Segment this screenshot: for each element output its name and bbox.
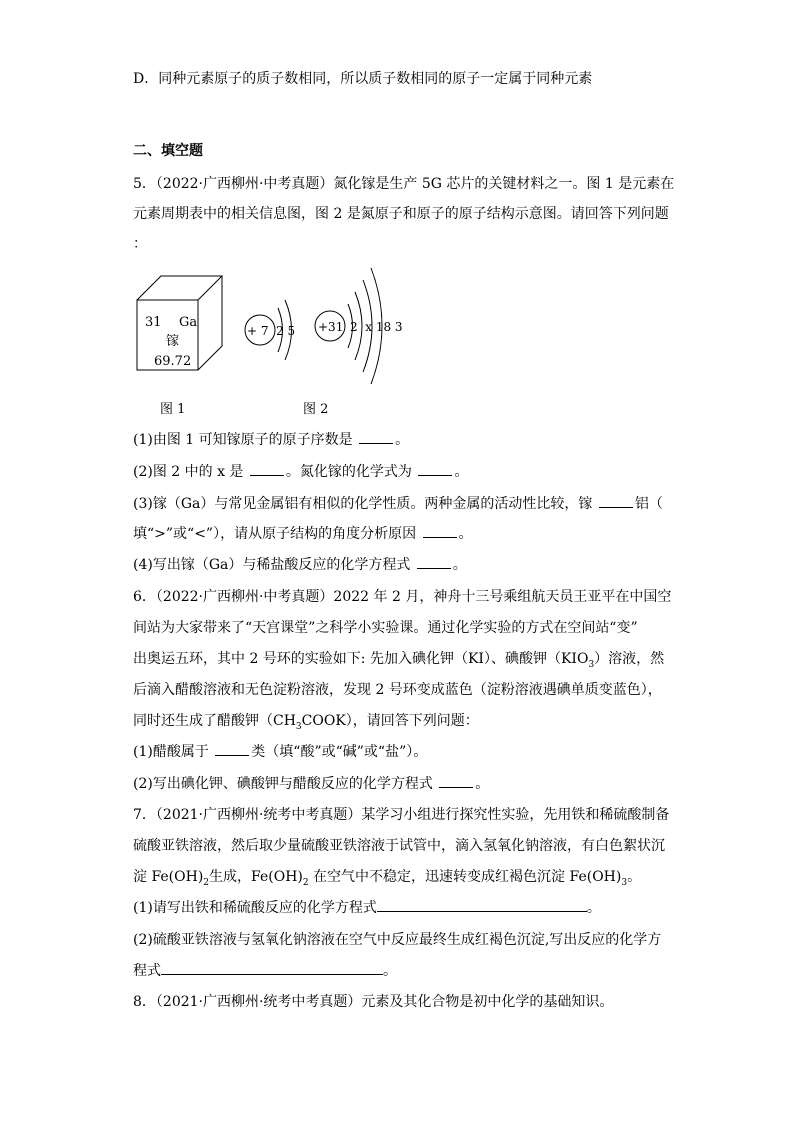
q6-line2: 间站为大家带来了“天宫课堂”之科学小实验课。通过化学实验的方式在空间站“变” (133, 620, 638, 636)
answer-blank[interactable] (599, 495, 633, 508)
q5-sub4 (133, 555, 467, 575)
q5-sub1-text: (1)由图 1 可知镓原子的原子序数是 (133, 432, 353, 448)
q6-sub1 (133, 742, 427, 762)
q6-line3 (133, 649, 664, 675)
option-d: D．同种元素原子的质子数相同，所以质子数相同的原子一定属于同种元素 (133, 71, 593, 87)
q6-line3-a: 出奥运五环，其中 2 号环的实验如下: 先加入碘化钾（KI）、碘酸钾（KIO (133, 651, 589, 667)
q5-sub4-text: (4)写出镓（Ga）与稀盐酸反应的化学方程式 (133, 557, 411, 573)
q6-sub1-end: 类（填“酸”或“碱”或“盐”）。 (251, 744, 428, 760)
q6-sub2-text: (2)写出碘化钾、碘酸钾与醋酸反应的化学方程式 (133, 776, 433, 792)
q5-line2: 元素周期表中的相关信息图，图 2 是氮原子和原子的原子结构示意图。请回答下列问题 (133, 206, 669, 222)
q5-line1: 5．（2022·广西柳州·中考真题）氮化镓是生产 5G 芯片的关键材料之一。图 1 是元素在 (133, 176, 675, 192)
cell-mass: 69.72 (154, 354, 192, 369)
q6-line5 (133, 711, 479, 737)
q7-sub1-text: (1)请写出铁和稀硫酸反应的化学方程式 (133, 900, 377, 916)
q7-sub2-end: 。 (383, 963, 397, 979)
fig2-label: 图 2 (303, 402, 329, 417)
fig1-label: 图 1 (160, 402, 186, 417)
q5-sub3-text2: 填“>”或“<”），请从原子结构的角度分析原因 (133, 526, 417, 542)
q5-sub2-mid: 。氮化镓的化学式为 (285, 464, 412, 480)
q7-sub1 (133, 898, 601, 918)
q5-sub2 (133, 462, 468, 482)
cell-symbol: Ga (179, 315, 198, 330)
q7-sub2-line2 (133, 961, 397, 981)
q5-sub2-text: (2)图 2 中的 x 是 (133, 464, 244, 480)
q7-line2: 硫酸亚铁溶液，然后取少量硫酸亚铁溶液于试管中，滴入氢氧化钠溶液，有白色絮状沉 (133, 838, 665, 854)
n-nucleus: + 7 (247, 324, 269, 338)
q7-line3-sub1: 2 (203, 877, 210, 888)
q7-line3-a: 淀 Fe(OH) (133, 869, 204, 885)
q6-sub2 (133, 774, 489, 794)
cell-name: 镓 (166, 334, 180, 349)
q6-line5-b: COOK），请回答下列问题： (301, 713, 479, 729)
q6-line1: 6．（2022·广西柳州·中考真题）2022 年 2 月，神舟十三号乘组航天员王亚平在中国空 (133, 589, 672, 605)
q5-sub4-end: 。 (452, 557, 467, 573)
q5-sub1-end: 。 (395, 432, 410, 448)
q7-sub1-end: 。 (586, 900, 601, 916)
q5-figure (133, 262, 433, 397)
q5-sub3-text: (3)镓（Ga）与常见金属铝有相似的化学性质。两种金属的活动性比较，镓 (133, 496, 593, 512)
ga-shells: 2 x 18 3 (350, 320, 403, 334)
q7-line3-sub2: 2 (302, 877, 309, 888)
q7-line3-c: 在空气中不稳定，迅速转变成红褐色沉淀 Fe(OH) (308, 869, 622, 885)
q5-sub2-end: 。 (454, 464, 469, 480)
q6-sub1-text: (1)醋酸属于 (133, 744, 209, 760)
answer-blank[interactable] (377, 899, 587, 912)
answer-blank[interactable] (439, 775, 473, 788)
answer-blank[interactable] (417, 556, 451, 569)
answer-blank[interactable] (215, 743, 249, 756)
q7-line1: 7．（2021·广西柳州·统考中考真题）某学习小组进行探究性实验，先用铁和稀硫酸制备 (133, 807, 670, 823)
nitrogen-atom-diagram (245, 300, 295, 360)
q8-line1: 8．（2021·广西柳州·统考中考真题）元素及其化合物是初中化学的基础知识。 (133, 994, 614, 1010)
q6-line5-a: 同时还生成了醋酸钾（CH (133, 713, 296, 729)
answer-blank[interactable] (423, 525, 457, 538)
q7-line3-d: 。 (627, 869, 642, 885)
q5-sub3-line1 (133, 494, 663, 514)
q6-line5-sub: 3 (295, 721, 302, 732)
gallium-atom-diagram (315, 268, 403, 384)
q5-sub3-mid: 铝（ (634, 496, 663, 512)
ga-nucleus: +31 (318, 320, 344, 334)
q7-sub2-text: 程式 (133, 963, 161, 979)
q7-line3 (133, 867, 641, 893)
q6-line3-b: ）溶液，然 (594, 651, 665, 667)
q5-line3: ： (133, 236, 147, 252)
q7-line3-sub3: 3 (621, 877, 628, 888)
cell-number: 31 (145, 315, 162, 330)
answer-blank[interactable] (161, 962, 383, 975)
answer-blank[interactable] (359, 431, 393, 444)
q6-line3-sub: 3 (588, 659, 595, 670)
q5-sub3-line2 (133, 524, 473, 544)
q7-sub2-line1: (2)硫酸亚铁溶液与氢氧化钠溶液在空气中反应最终生成红褐色沉淀,写出反应的化学方 (133, 932, 662, 948)
q5-sub3-end: 。 (458, 526, 473, 542)
answer-blank[interactable] (250, 463, 284, 476)
q7-line3-b: 生成，Fe(OH) (209, 869, 303, 885)
q6-sub2-end: 。 (475, 776, 490, 792)
section-title: 二、填空题 (133, 143, 203, 159)
q6-line4: 后滴入醋酸溶液和无色淀粉溶液，发现 2 号环变成蓝色（淀粉溶液遇碘单质变蓝色）， (133, 682, 662, 698)
answer-blank[interactable] (418, 463, 452, 476)
q5-sub1 (133, 430, 409, 450)
n-shells: 2 5 (276, 324, 296, 338)
